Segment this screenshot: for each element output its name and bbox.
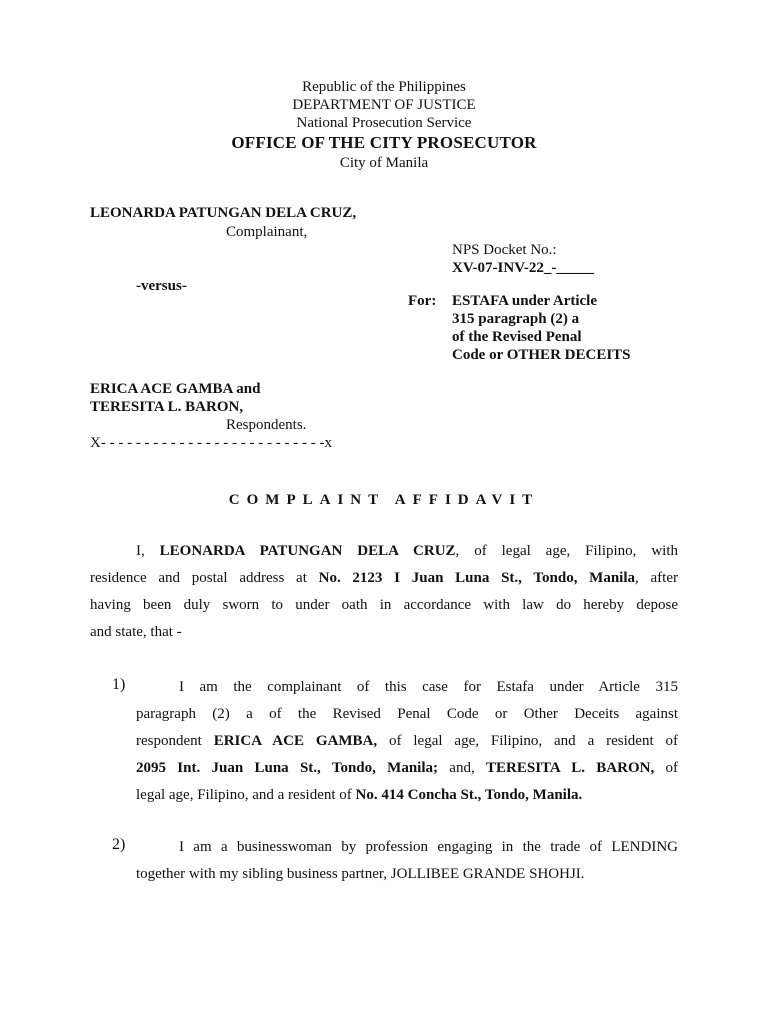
header-city: City of Manila bbox=[339, 155, 429, 171]
item-number-1: 1) bbox=[112, 676, 126, 693]
respondent-2: TERESITA L. BARON, bbox=[90, 399, 244, 415]
item-number-2: 2) bbox=[112, 836, 126, 853]
header-department: DEPARTMENT OF JUSTICE bbox=[292, 97, 476, 113]
item-paragraph-1 bbox=[136, 674, 678, 809]
intro-paragraph bbox=[90, 538, 678, 646]
for-label: For: bbox=[408, 293, 437, 309]
versus: -versus- bbox=[136, 278, 187, 294]
item1-line-2: paragraph (2) a of the Revised Penal Code or Other Deceits against bbox=[136, 706, 678, 722]
respondents-label: Respondents. bbox=[226, 417, 307, 433]
header-office: OFFICE OF THE CITY PROSECUTOR bbox=[231, 133, 537, 152]
caption-separator: X- - - - - - - - - - - - - - - - - - - - - - - - - -x bbox=[90, 435, 332, 451]
intro-line-1: I, LEONARDA PATUNGAN DELA CRUZ, of legal age, Filipino, with bbox=[136, 543, 679, 559]
complainant-name: LEONARDA PATUNGAN DELA CRUZ, bbox=[90, 205, 357, 221]
charge-line-3: of the Revised Penal bbox=[452, 329, 582, 345]
charge-line-1: ESTAFA under Article bbox=[452, 293, 598, 309]
header-nps: National Prosecution Service bbox=[296, 115, 472, 131]
complainant-label: Complainant, bbox=[226, 224, 308, 240]
charge-line-4: Code or OTHER DECEITS bbox=[452, 347, 631, 363]
item1-line-3: respondent ERICA ACE GAMBA, of legal age, Filipino, and a resident of bbox=[136, 733, 678, 749]
docket-label: NPS Docket No.: bbox=[452, 242, 557, 258]
intro-line-3: having been duly sworn to under oath in accordance with law do hereby depose bbox=[90, 597, 678, 613]
docket-value: XV-07-INV-22_-_____ bbox=[452, 260, 594, 276]
affiant-name: LEONARDA PATUNGAN DELA CRUZ bbox=[159, 543, 456, 559]
item1-line-5: legal age, Filipino, and a resident of No. 414 Concha St., Tondo, Manila. bbox=[136, 787, 583, 803]
intro-line-4: and state, that - bbox=[90, 624, 182, 640]
respondent-1: ERICA ACE GAMBA and bbox=[90, 381, 261, 397]
intro-line-2: residence and postal address at No. 2123 I Juan Luna St., Tondo, Manila, after bbox=[90, 570, 678, 586]
charge-line-2: 315 paragraph (2) a bbox=[452, 311, 580, 327]
item2-line-2: together with my sibling business partner, JOLLIBEE GRANDE SHOHJI. bbox=[136, 866, 585, 882]
item-paragraph-2 bbox=[136, 834, 678, 888]
item1-line-4: 2095 Int. Juan Luna St., Tondo, Manila; and, TERESITA L. BARON, of bbox=[136, 760, 678, 776]
header-republic: Republic of the Philippines bbox=[302, 79, 466, 95]
item2-line-1: I am a businesswoman by profession engaging in the trade of LENDING bbox=[179, 839, 678, 855]
affiant-address: No. 2123 I Juan Luna St., Tondo, Manila bbox=[318, 570, 636, 586]
document-title: COMPLAINT AFFIDAVIT bbox=[228, 492, 540, 508]
item1-line-1: I am the complainant of this case for Estafa under Article 315 bbox=[179, 679, 678, 695]
